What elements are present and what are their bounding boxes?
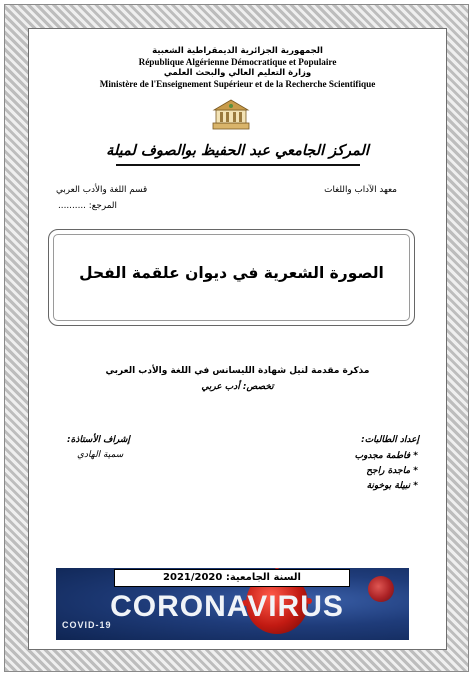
university-logo-icon: [211, 97, 251, 131]
institute-name: معهد الآداب واللغات: [324, 185, 397, 195]
banner-word: CORONAVIRUS: [110, 590, 344, 623]
divider: [116, 164, 360, 166]
students-label: إعداد الطالبات:: [361, 435, 419, 445]
supervisor-name: سمية الهادي: [77, 450, 124, 460]
republic-arabic: الجمهورية الجزائرية الديمقراطية الشعبية: [152, 46, 323, 56]
thesis-title: الصورة الشعرية في ديوان علقمة الفحل: [79, 264, 384, 282]
specialization: تخصص: أدب عربي: [201, 382, 274, 392]
academic-year-value: 2021/2020: [163, 572, 223, 583]
student-name: * نبيلة بوخونة: [366, 481, 418, 491]
title-frame: [48, 229, 415, 326]
reference-number: المرجع: ..........: [58, 201, 117, 211]
department-name: قسم اللغة والأدب العربي: [56, 185, 148, 195]
student-name: * فاطمة مجدوب: [354, 451, 418, 461]
student-name: * ماجدة راجح: [366, 466, 418, 476]
supervisor-label: إشراف الأستاذة:: [67, 435, 130, 445]
republic-french: République Algérienne Démocratique et Populaire: [138, 57, 337, 67]
banner-subtitle: COVID-19: [62, 620, 112, 630]
ministry-arabic: وزارة التعليم العالي والبحث العلمي: [163, 68, 312, 78]
university-name: المركز الجامعي عبد الحفيظ بوالصوف لميلة: [106, 143, 369, 159]
thesis-description: مذكرة مقدمة لنيل شهادة الليسانس في اللغة والأدب العربي: [105, 366, 370, 376]
ministry-french: Ministère de l'Enseignement Supérieur et de la Recherche Scientifique: [99, 79, 376, 89]
academic-year-box: [114, 569, 350, 587]
academic-year-label: السنة الجامعية:: [225, 572, 301, 583]
